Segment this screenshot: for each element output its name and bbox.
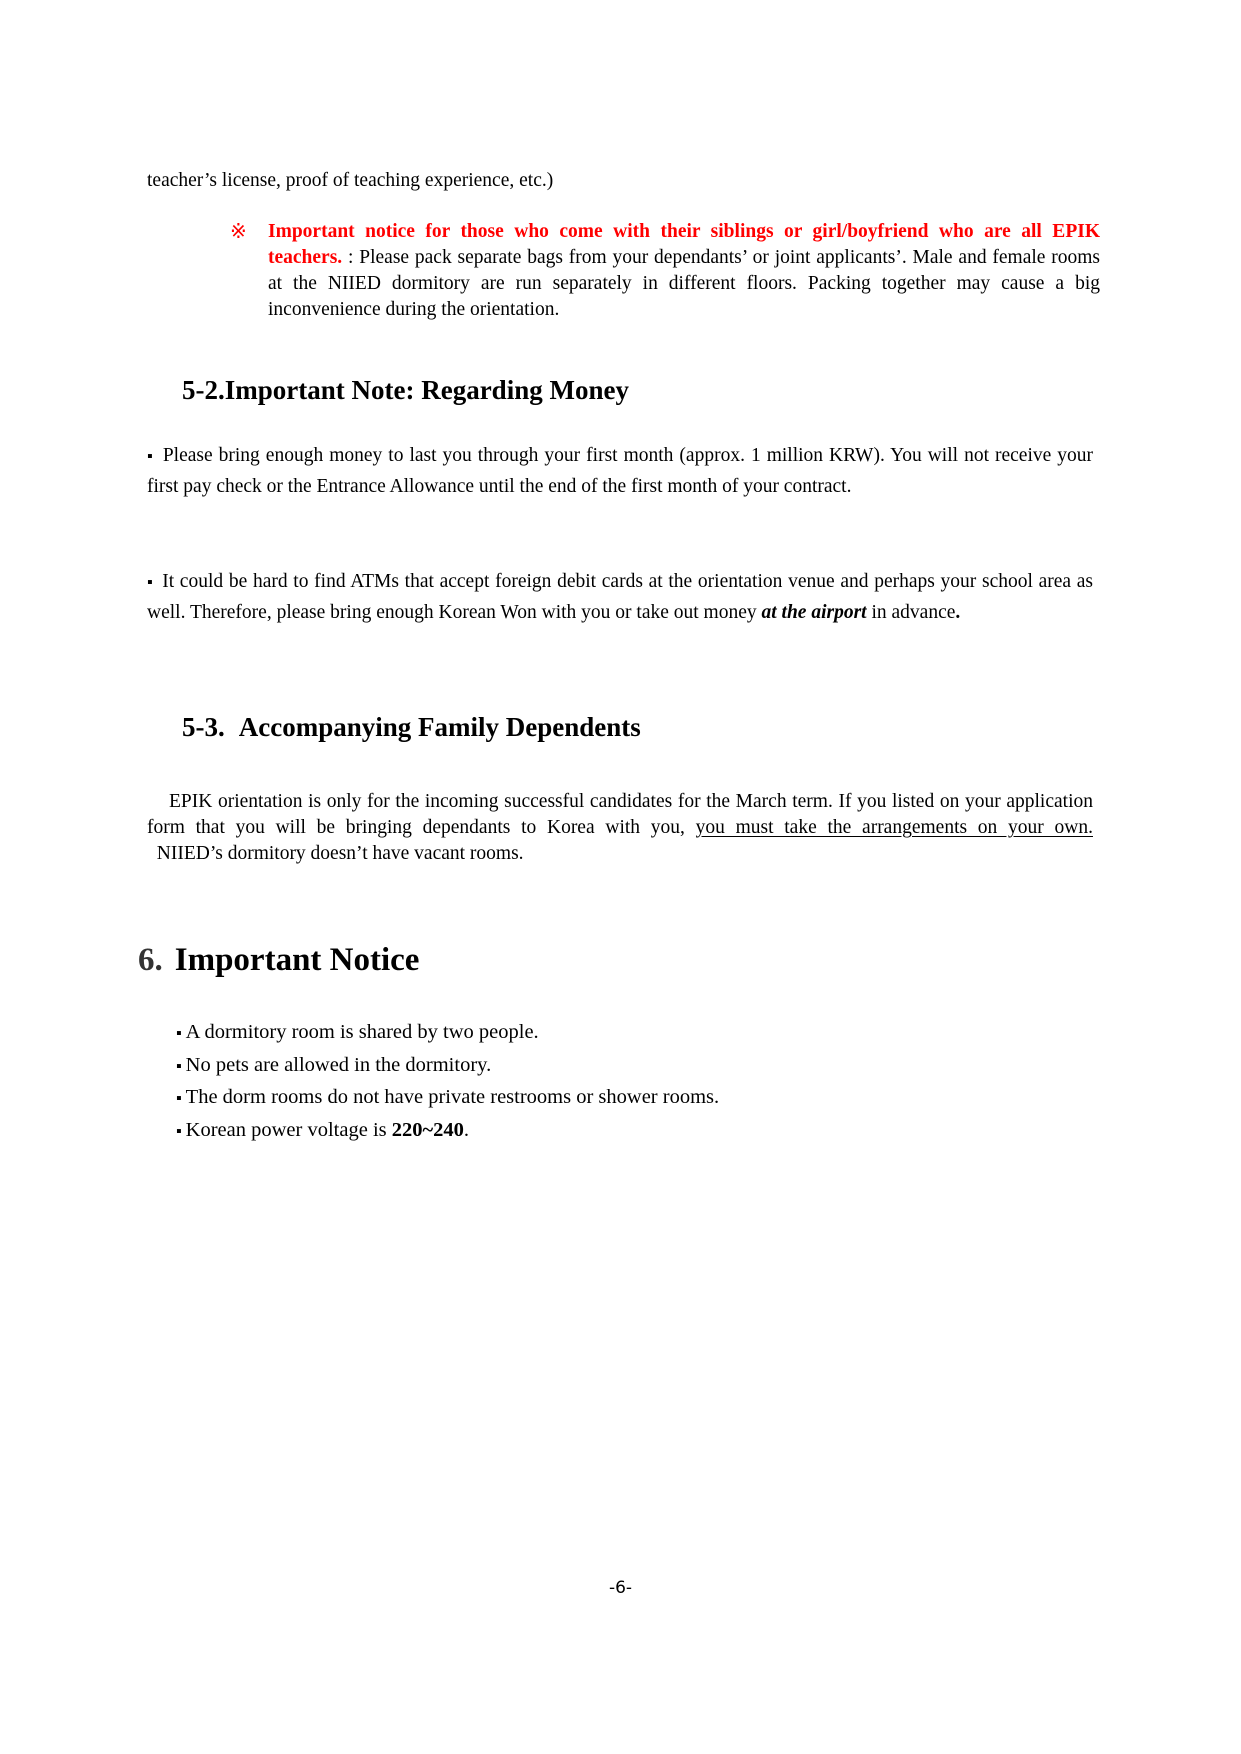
notice-heading: Important notice for those who come with their siblings or girl/boyfriend who are all EPIK teachers. <box>268 221 1100 268</box>
section-5-2-number: 5-2. <box>182 375 225 405</box>
money-paragraph-1 <box>147 441 1093 502</box>
list-item-text: A dormitory room is shared by two people. <box>185 1021 539 1043</box>
section-5-3-number: 5-3. <box>182 712 225 742</box>
intro-line: teacher’s license, proof of teaching experience, etc.) <box>147 170 554 191</box>
money-paragraph-2-tail: in advance <box>866 602 956 623</box>
important-notice-list <box>176 1017 719 1147</box>
list-item-text: Korean power voltage is <box>185 1118 392 1141</box>
money-paragraph-2-text: It could be hard to find ATMs that accept foreign debit cards at the orientation venue and perhaps your school area as well. Therefore, please bring enough Korean Won with you or take out money <box>147 571 1094 623</box>
list-item <box>176 1050 719 1083</box>
money-paragraph-2 <box>147 567 1093 628</box>
section-5-2-heading <box>182 375 629 406</box>
section-6-number: 6. <box>138 942 163 978</box>
section-5-2-title: Important Note: Regarding Money <box>224 375 629 405</box>
reference-mark-icon: ※ <box>230 219 247 243</box>
bullet-icon: ▪ <box>147 574 154 591</box>
list-item-text: The dorm rooms do not have private restrooms or shower rooms. <box>185 1086 720 1108</box>
list-item-text: No pets are allowed in the dormitory. <box>185 1053 492 1076</box>
important-notice-block <box>230 219 1100 323</box>
notice-body: : Please pack separate bags from your dependants’ or joint applicants’. Male and female rooms at the NIIED dormitory are run separately in different floors. Packing together may cause a big inconvenience during the orientation. <box>268 247 1100 320</box>
section-6-heading <box>138 942 419 979</box>
family-paragraph-tail: NIIED’s dormitory doesn’t have vacant rooms. <box>147 843 524 864</box>
bullet-icon: ▪ <box>147 448 154 465</box>
section-5-3-heading <box>182 712 641 743</box>
family-underlined-text: you must take the arrangements on your own. <box>695 817 1093 838</box>
money-paragraph-2-period: . <box>955 602 961 623</box>
family-paragraph-text: EPIK orientation is only for the incoming successful candidates for the March term. If you listed on your application form that you will be bringing dependants to Korea with you, <box>147 791 1093 838</box>
airport-emphasis: at the airport <box>761 602 867 623</box>
page-number: -6- <box>608 1578 633 1598</box>
section-5-3-title: Accompanying Family Dependents <box>238 712 641 742</box>
voltage-value: 220~240 <box>391 1118 464 1141</box>
notice-text <box>268 219 1100 323</box>
money-paragraph-1-text: Please bring enough money to last you through your first month (approx. 1 million KRW). You will not receive your first pay check or the Entrance Allowance until the end of the first month of your contract. <box>147 445 1094 497</box>
list-item <box>176 1017 719 1050</box>
list-item-period: . <box>463 1118 470 1141</box>
family-paragraph <box>147 789 1093 867</box>
list-item <box>176 1115 719 1148</box>
section-6-title: Important Notice <box>174 942 420 978</box>
list-item <box>176 1082 719 1115</box>
